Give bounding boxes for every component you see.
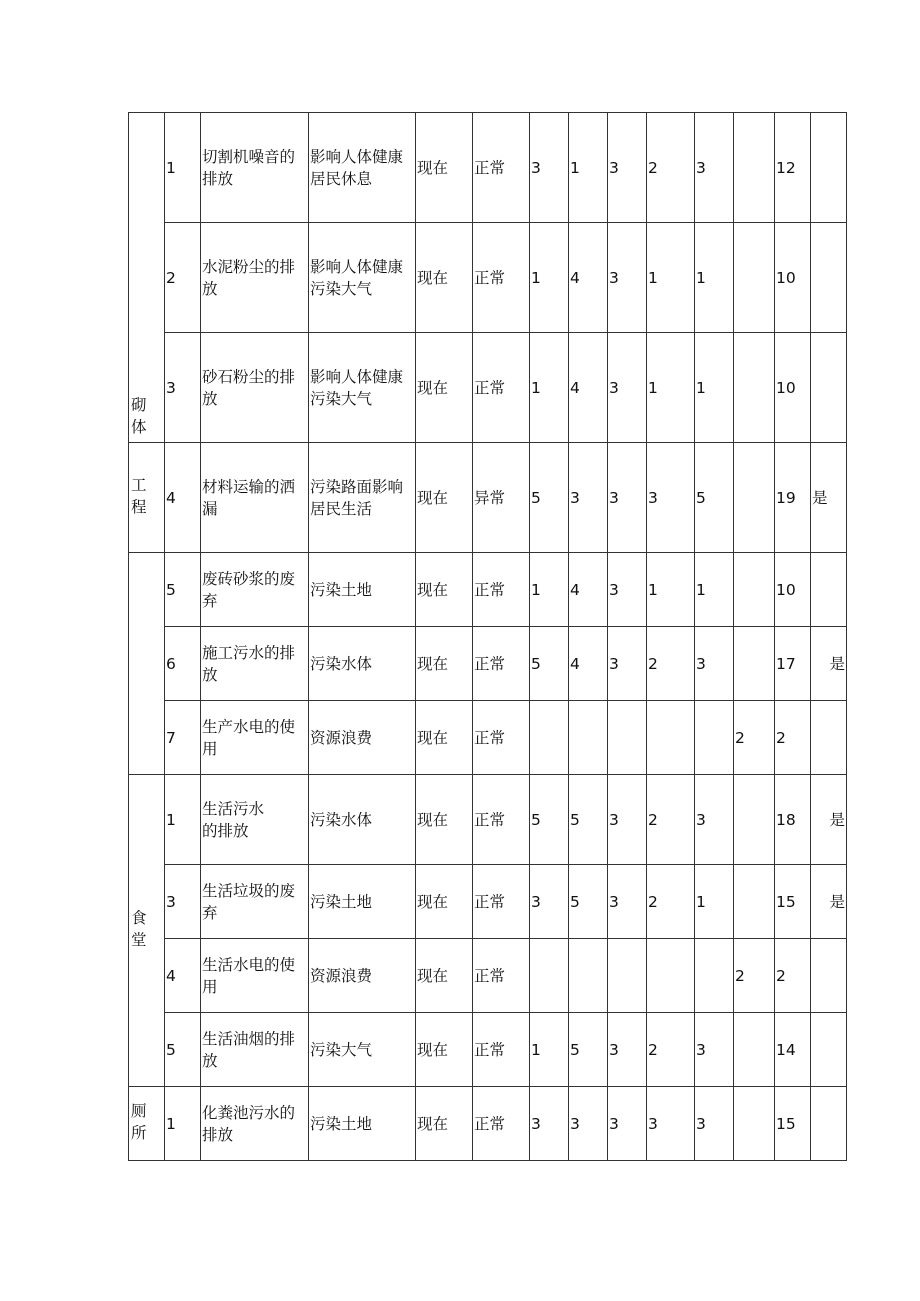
impact-cell: 污染土地 — [309, 553, 416, 627]
score-cell: 3 — [530, 865, 569, 939]
category-masonry-bottom: 工程 — [129, 443, 165, 553]
time-cell: 现在 — [416, 223, 473, 333]
score-cell: 1 — [647, 223, 695, 333]
total-cell: 15 — [775, 865, 811, 939]
time-cell: 现在 — [416, 113, 473, 223]
row-number: 4 — [165, 939, 201, 1013]
score-cell: 3 — [608, 775, 647, 865]
activity-cell: 材料运输的洒漏 — [201, 443, 309, 553]
score-cell: 5 — [695, 443, 734, 553]
significant-cell — [811, 333, 847, 443]
score-cell: 1 — [530, 223, 569, 333]
row-number: 7 — [165, 701, 201, 775]
row-number: 4 — [165, 443, 201, 553]
time-cell: 现在 — [416, 333, 473, 443]
score-cell: 3 — [608, 865, 647, 939]
score-cell: 1 — [530, 1013, 569, 1087]
score-cell: 2 — [647, 775, 695, 865]
time-cell: 现在 — [416, 553, 473, 627]
score-cell — [569, 939, 608, 1013]
activity-cell: 切割机噪音的排放 — [201, 113, 309, 223]
score-cell — [734, 865, 775, 939]
score-cell: 3 — [608, 223, 647, 333]
score-cell: 3 — [695, 1087, 734, 1161]
score-cell — [734, 223, 775, 333]
total-cell: 18 — [775, 775, 811, 865]
time-cell: 现在 — [416, 1013, 473, 1087]
table-row — [129, 443, 847, 553]
score-cell: 3 — [695, 775, 734, 865]
score-cell — [734, 775, 775, 865]
activity-cell: 生活油烟的排放 — [201, 1013, 309, 1087]
table-row — [129, 701, 847, 775]
state-cell: 正常 — [473, 223, 530, 333]
table-row — [129, 775, 847, 865]
impact-cell: 影响人体健康居民休息 — [309, 113, 416, 223]
row-number: 2 — [165, 223, 201, 333]
total-cell: 2 — [775, 939, 811, 1013]
state-cell: 正常 — [473, 775, 530, 865]
significant-cell: 是 — [811, 627, 847, 701]
significant-cell — [811, 1013, 847, 1087]
total-cell: 14 — [775, 1013, 811, 1087]
score-cell: 2 — [647, 1013, 695, 1087]
table-row — [129, 939, 847, 1013]
impact-cell: 污染路面影响居民生活 — [309, 443, 416, 553]
score-cell — [695, 701, 734, 775]
score-cell — [530, 701, 569, 775]
environmental-aspect-table — [128, 112, 847, 1161]
score-cell: 4 — [569, 333, 608, 443]
total-cell: 17 — [775, 627, 811, 701]
significant-cell — [811, 113, 847, 223]
significant-cell — [811, 1087, 847, 1161]
total-cell: 10 — [775, 553, 811, 627]
table-row — [129, 553, 847, 627]
impact-cell: 污染水体 — [309, 627, 416, 701]
state-cell: 正常 — [473, 333, 530, 443]
row-number: 3 — [165, 333, 201, 443]
time-cell: 现在 — [416, 443, 473, 553]
significant-cell — [811, 553, 847, 627]
score-cell: 5 — [569, 775, 608, 865]
activity-cell: 废砖砂浆的废弃 — [201, 553, 309, 627]
score-cell — [734, 113, 775, 223]
state-cell: 正常 — [473, 553, 530, 627]
time-cell: 现在 — [416, 865, 473, 939]
table-row — [129, 113, 847, 223]
score-cell — [608, 701, 647, 775]
row-number: 1 — [165, 775, 201, 865]
impact-cell: 污染土地 — [309, 865, 416, 939]
category-canteen: 食堂 — [129, 775, 165, 1087]
total-cell: 2 — [775, 701, 811, 775]
score-cell: 2 — [734, 939, 775, 1013]
total-cell: 15 — [775, 1087, 811, 1161]
score-cell: 1 — [569, 113, 608, 223]
state-cell: 正常 — [473, 701, 530, 775]
time-cell: 现在 — [416, 939, 473, 1013]
state-cell: 正常 — [473, 113, 530, 223]
score-cell: 3 — [647, 443, 695, 553]
score-cell: 1 — [530, 333, 569, 443]
state-cell: 正常 — [473, 865, 530, 939]
score-cell: 1 — [530, 553, 569, 627]
significant-cell: 是 — [811, 865, 847, 939]
row-number: 1 — [165, 113, 201, 223]
row-number: 3 — [165, 865, 201, 939]
total-cell: 19 — [775, 443, 811, 553]
impact-cell: 污染土地 — [309, 1087, 416, 1161]
row-number: 6 — [165, 627, 201, 701]
score-cell: 5 — [569, 865, 608, 939]
significant-cell: 是 — [811, 775, 847, 865]
score-cell — [608, 939, 647, 1013]
score-cell: 3 — [695, 113, 734, 223]
score-cell: 5 — [530, 627, 569, 701]
state-cell: 正常 — [473, 1013, 530, 1087]
score-cell: 3 — [695, 1013, 734, 1087]
score-cell — [647, 701, 695, 775]
state-cell: 异常 — [473, 443, 530, 553]
total-cell: 10 — [775, 333, 811, 443]
table-row — [129, 1013, 847, 1087]
impact-cell: 资源浪费 — [309, 701, 416, 775]
score-cell — [734, 1013, 775, 1087]
score-cell: 3 — [530, 1087, 569, 1161]
score-cell: 2 — [734, 701, 775, 775]
score-cell: 3 — [569, 1087, 608, 1161]
time-cell: 现在 — [416, 775, 473, 865]
activity-cell: 生活水电的使用 — [201, 939, 309, 1013]
category-blank — [129, 553, 165, 775]
score-cell: 3 — [695, 627, 734, 701]
score-cell: 2 — [647, 865, 695, 939]
score-cell: 4 — [569, 223, 608, 333]
row-number: 5 — [165, 1013, 201, 1087]
activity-cell: 生活污水的排放 — [201, 775, 309, 865]
score-cell: 3 — [647, 1087, 695, 1161]
score-cell: 3 — [608, 113, 647, 223]
total-cell: 12 — [775, 113, 811, 223]
score-cell: 2 — [647, 113, 695, 223]
activity-cell: 化粪池污水的排放 — [201, 1087, 309, 1161]
score-cell: 4 — [569, 553, 608, 627]
significant-cell — [811, 701, 847, 775]
score-cell: 1 — [695, 333, 734, 443]
score-cell — [734, 443, 775, 553]
category-toilet: 厕所 — [129, 1087, 165, 1161]
score-cell — [569, 701, 608, 775]
score-cell: 3 — [530, 113, 569, 223]
significant-cell: 是 — [811, 443, 847, 553]
score-cell — [695, 939, 734, 1013]
table-row — [129, 1087, 847, 1161]
impact-cell: 污染大气 — [309, 1013, 416, 1087]
score-cell: 3 — [608, 627, 647, 701]
time-cell: 现在 — [416, 701, 473, 775]
impact-cell: 影响人体健康污染大气 — [309, 333, 416, 443]
score-cell: 1 — [647, 553, 695, 627]
impact-cell: 污染水体 — [309, 775, 416, 865]
score-cell: 1 — [695, 223, 734, 333]
significant-cell — [811, 223, 847, 333]
score-cell: 3 — [608, 553, 647, 627]
score-cell — [734, 1087, 775, 1161]
total-cell: 10 — [775, 223, 811, 333]
activity-cell: 生产水电的使用 — [201, 701, 309, 775]
score-cell — [734, 333, 775, 443]
table-row — [129, 627, 847, 701]
score-cell: 3 — [608, 333, 647, 443]
score-cell: 5 — [530, 443, 569, 553]
activity-cell: 砂石粉尘的排放 — [201, 333, 309, 443]
time-cell: 现在 — [416, 1087, 473, 1161]
table-row — [129, 333, 847, 443]
score-cell: 5 — [569, 1013, 608, 1087]
row-number: 1 — [165, 1087, 201, 1161]
score-cell: 5 — [530, 775, 569, 865]
score-cell — [734, 627, 775, 701]
category-masonry-top: 砌体 — [129, 113, 165, 443]
score-cell — [647, 939, 695, 1013]
score-cell: 3 — [608, 1013, 647, 1087]
score-cell: 3 — [569, 443, 608, 553]
state-cell: 正常 — [473, 1087, 530, 1161]
score-cell: 3 — [608, 443, 647, 553]
impact-cell: 影响人体健康污染大气 — [309, 223, 416, 333]
state-cell: 正常 — [473, 627, 530, 701]
table-row — [129, 865, 847, 939]
significant-cell — [811, 939, 847, 1013]
time-cell: 现在 — [416, 627, 473, 701]
score-cell: 4 — [569, 627, 608, 701]
state-cell: 正常 — [473, 939, 530, 1013]
impact-cell: 资源浪费 — [309, 939, 416, 1013]
activity-cell: 水泥粉尘的排放 — [201, 223, 309, 333]
score-cell: 2 — [647, 627, 695, 701]
score-cell: 3 — [608, 1087, 647, 1161]
score-cell: 1 — [695, 553, 734, 627]
score-cell — [530, 939, 569, 1013]
score-cell: 1 — [695, 865, 734, 939]
row-number: 5 — [165, 553, 201, 627]
score-cell: 1 — [647, 333, 695, 443]
table-row — [129, 223, 847, 333]
activity-cell: 施工污水的排放 — [201, 627, 309, 701]
score-cell — [734, 553, 775, 627]
activity-cell: 生活垃圾的废弃 — [201, 865, 309, 939]
